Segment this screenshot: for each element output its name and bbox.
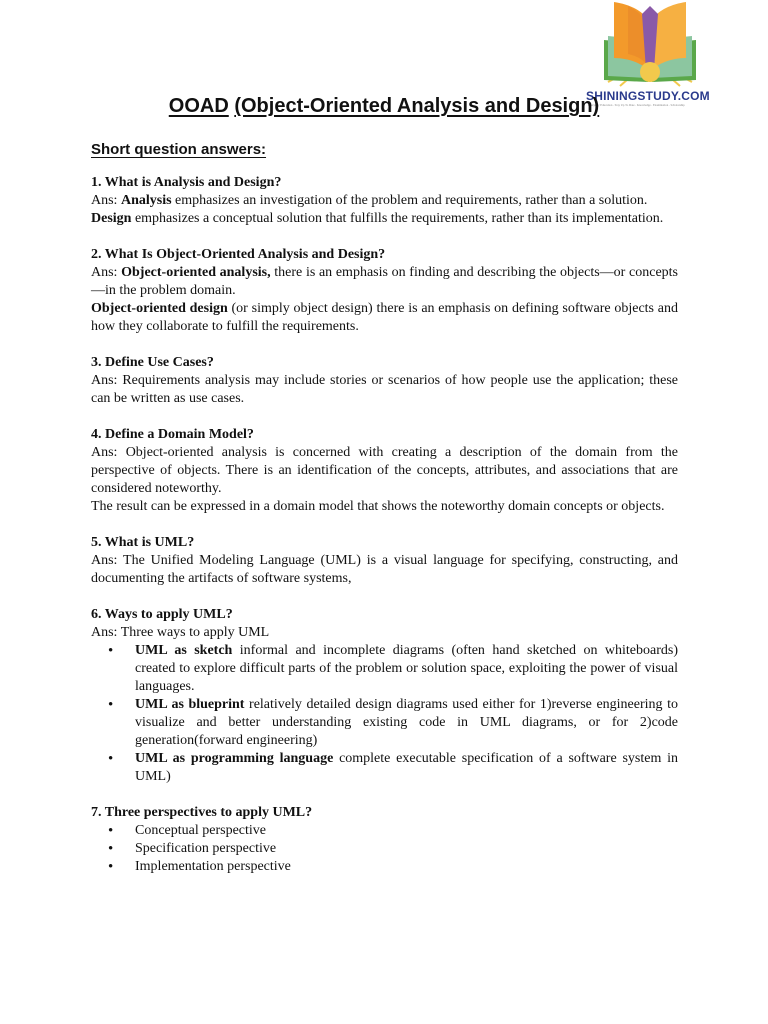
answer-term: Object-oriented analysis, — [121, 265, 271, 280]
bullet-term: UML as sketch — [135, 643, 233, 658]
bullet-text: Implementation perspective — [135, 859, 291, 874]
question-heading: 1. What is Analysis and Design? — [91, 175, 282, 190]
question-heading: 5. What is UML? — [91, 535, 195, 550]
answer-paragraph — [91, 552, 678, 588]
answer-paragraph — [91, 498, 678, 516]
bullet-text: relatively detailed design diagrams used either for 1)reverse engineering to visualize and better understanding existing code in UML diagrams, or for 2)code generation(forward engineering) — [135, 697, 678, 748]
answer-paragraph — [91, 372, 678, 408]
bullet-text: complete executable specification of a software system in UML) — [135, 751, 678, 784]
bullet-text: Conceptual perspective — [135, 823, 267, 838]
answer-paragraph — [91, 624, 678, 642]
question-heading: 7. Three perspectives to apply UML? — [91, 805, 313, 820]
answer-term: Object-oriented design — [91, 301, 228, 316]
answer-text: Ans: — [91, 265, 122, 280]
bullet-text: Specification perspective — [135, 841, 277, 856]
question-heading: 6. Ways to apply UML? — [91, 607, 233, 622]
question-list — [91, 174, 678, 894]
book-logo-icon — [598, 0, 702, 88]
bullet-list — [91, 822, 678, 876]
answer-text: Ans: Requirements analysis may include stories or scenarios of how people use the application; these can be written as use cases. — [91, 373, 678, 406]
bullet-term: UML as programming language — [135, 751, 334, 766]
question-block — [91, 246, 678, 336]
question-block — [91, 174, 678, 228]
question-block — [91, 426, 678, 516]
question-block — [91, 804, 678, 876]
bullet-item — [135, 840, 678, 858]
answer-term: Analysis — [120, 193, 172, 208]
bullet-list — [91, 642, 678, 786]
answer-paragraph — [91, 192, 678, 210]
answer-text: Ans: The Unified Modeling Language (UML) is a visual language for specifying, constructing, and documenting the artifacts of software systems, — [91, 553, 678, 586]
section-subtitle: Short question answers: — [91, 141, 267, 158]
title-abbrev: OOAD — [168, 95, 229, 117]
question-heading: 4. Define a Domain Model? — [91, 427, 254, 442]
answer-paragraph — [91, 444, 678, 498]
title-full: (Object-Oriented Analysis and Design) — [234, 95, 600, 117]
bullet-item — [135, 750, 678, 786]
question-block — [91, 534, 678, 588]
question-block — [91, 606, 678, 786]
bullet-item — [135, 642, 678, 696]
answer-text: there is an emphasis on finding and describing the objects—or concepts—in the problem domain. — [91, 265, 678, 298]
answer-paragraph — [91, 300, 678, 336]
answer-term: Design — [91, 211, 132, 226]
bullet-item — [135, 822, 678, 840]
answer-text: Ans: Three ways to apply UML — [91, 625, 270, 640]
question-block — [91, 354, 678, 408]
question-heading: 3. Define Use Cases? — [91, 355, 214, 370]
answer-paragraph — [91, 264, 678, 300]
answer-text: emphasizes an investigation of the problem and requirements, rather than a solution. — [171, 193, 648, 208]
answer-paragraph — [91, 210, 678, 228]
logo-tagline: Everyday Education . Stay Up To Date . Knowledge . Examination . Scholarship — [588, 104, 685, 107]
question-heading: 2. What Is Object-Oriented Analysis and Design? — [91, 247, 386, 262]
bullet-item — [135, 858, 678, 876]
answer-text: (or simply object design) there is an emphasis on defining software objects and how they collaborate to fulfill the requirements. — [91, 301, 678, 334]
logo-text: SHININGSTUDY.COM — [586, 89, 710, 103]
answer-text: Ans: Object-oriented analysis is concerned with creating a description of the domain from the perspective of objects. There is an identification of the concepts, attributes, and associations that are considered noteworthy. — [91, 445, 678, 496]
bullet-item — [135, 696, 678, 750]
bullet-text: informal and incomplete diagrams (often hand sketched on whiteboards) created to explore difficult parts of the problem or solution space, exploiting the power of visual languages. — [135, 643, 678, 694]
page-title — [0, 95, 768, 118]
answer-text: The result can be expressed in a domain model that shows the noteworthy domain concepts or objects. — [91, 499, 665, 514]
bullet-term: UML as blueprint — [135, 697, 245, 712]
answer-text: emphasizes a conceptual solution that fulfills the requirements, rather than its implementation. — [131, 211, 664, 226]
answer-text: Ans: — [91, 193, 121, 208]
